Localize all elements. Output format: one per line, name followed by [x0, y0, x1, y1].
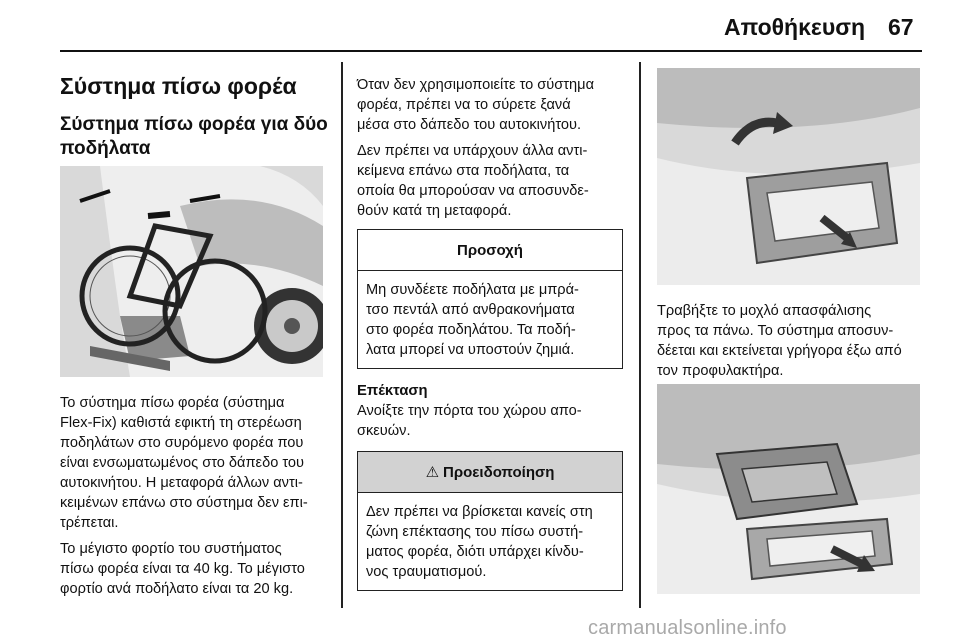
- paragraph: [357, 75, 623, 135]
- subheading-line: Σύστημα πίσω φορέα για δύο: [60, 114, 328, 135]
- text-line: κειμένων επάνω στο σύστημα δεν επι-: [60, 495, 308, 511]
- car-with-bicycle-illustration: [60, 166, 323, 377]
- text-line: κείμενα επάνω στα ποδήλατα, τα: [357, 163, 570, 179]
- subsection-heading: [60, 113, 335, 161]
- carrier-extended-illustration: [657, 384, 920, 594]
- bumper-release-illustration: [657, 68, 920, 285]
- text-line: τρέπεται.: [60, 515, 119, 531]
- text-line: Δεν πρέπει να βρίσκεται κανείς στη: [366, 504, 593, 520]
- paragraph: [357, 141, 623, 221]
- text-line: πίσω φορέα είναι τα 40 kg. Το μέγιστο: [60, 561, 305, 577]
- page-number: 67: [888, 14, 914, 40]
- text-line: Όταν δεν χρησιμοποιείτε το σύστημα: [357, 77, 595, 93]
- text-line: τον προφυλακτήρα.: [657, 363, 784, 379]
- text-line: Flex-Fix) καθιστά εφικτή τη στερέωση: [60, 415, 302, 431]
- watermark: carmanualsonline.info: [588, 617, 787, 639]
- text-line: ποδηλάτων στο συρόμενο φορέα που: [60, 435, 304, 451]
- text-line: Μη συνδέετε ποδήλατα με μπρά-: [366, 282, 579, 298]
- text-line: δέεται και εκτείνεται γρήγορα έξω από: [657, 343, 902, 359]
- text-line: φορέα, πρέπει να το σύρετε ξανά: [357, 97, 571, 113]
- column-divider: [341, 62, 343, 608]
- paragraph: [60, 539, 335, 599]
- bike-carrier-illustration: [60, 166, 323, 377]
- header-rule: [60, 50, 922, 52]
- text-line: στο φορέα ποδηλάτου. Τα ποδή-: [366, 322, 576, 338]
- text-line: Το μέγιστο φορτίο του συστήματος: [60, 541, 282, 557]
- warning-box: [357, 451, 623, 591]
- text-line: είναι ενσωματωμένος στο δάπεδο του: [60, 455, 305, 471]
- caution-title: Προσοχή: [358, 230, 622, 271]
- text-line: μέσα στο δάπεδο του αυτοκινήτου.: [357, 117, 582, 133]
- text-line: ζώνη επέκτασης του πίσω συστή-: [366, 524, 584, 540]
- text-line: φορτίο ανά ποδήλατο είναι τα 20 kg.: [60, 581, 294, 597]
- text-line: Ανοίξτε την πόρτα του χώρου απο-: [357, 403, 582, 419]
- caution-text: [358, 271, 622, 368]
- paragraph: [60, 393, 335, 533]
- column-1: [60, 72, 335, 161]
- column-2: [357, 75, 623, 591]
- column-3-text: [657, 301, 923, 387]
- text-line: προς τα πάνω. Το σύστημα αποσυν-: [657, 323, 894, 339]
- text-line: Το σύστημα πίσω φορέα (σύστημα: [60, 395, 285, 411]
- warning-text: [358, 493, 622, 590]
- text-line: αυτοκινήτου. Η μεταφορά άλλων αντι-: [60, 475, 303, 491]
- column-divider: [639, 62, 641, 608]
- section-heading: Σύστημα πίσω φορέα: [60, 73, 297, 99]
- extended-carrier-illustration: [657, 384, 920, 594]
- text-line: οποία θα μπορούσαν να αποσυνδε-: [357, 183, 589, 199]
- text-line: Δεν πρέπει να υπάρχουν άλλα αντι-: [357, 143, 588, 159]
- warning-title: Προειδοποίηση: [443, 463, 555, 481]
- page-header-title: Αποθήκευση: [724, 14, 866, 40]
- text-line: λατα μπορεί να υποστούν ζημιά.: [366, 342, 575, 358]
- column-1-text: [60, 393, 335, 605]
- text-line: θούν κατά τη μεταφορά.: [357, 203, 512, 219]
- text-line: ματος φορέα, διότι υπάρχει κίνδυ-: [366, 544, 584, 560]
- warning-title-bar: [358, 452, 622, 493]
- text-line: τσο πεντάλ από ανθρακονήματα: [366, 302, 575, 318]
- extension-heading: Επέκταση: [357, 383, 428, 399]
- subheading-line: ποδήλατα: [60, 138, 151, 159]
- warning-triangle-icon: ⚠: [425, 464, 440, 481]
- text-line: σκευών.: [357, 423, 411, 439]
- caution-box: [357, 229, 623, 369]
- unlock-lever-illustration: [657, 68, 920, 285]
- text-line: νος τραυματισμού.: [366, 564, 487, 580]
- text-line: Τραβήξτε το μοχλό απασφάλισης: [657, 303, 872, 319]
- paragraph: [357, 401, 623, 441]
- paragraph: [657, 301, 923, 381]
